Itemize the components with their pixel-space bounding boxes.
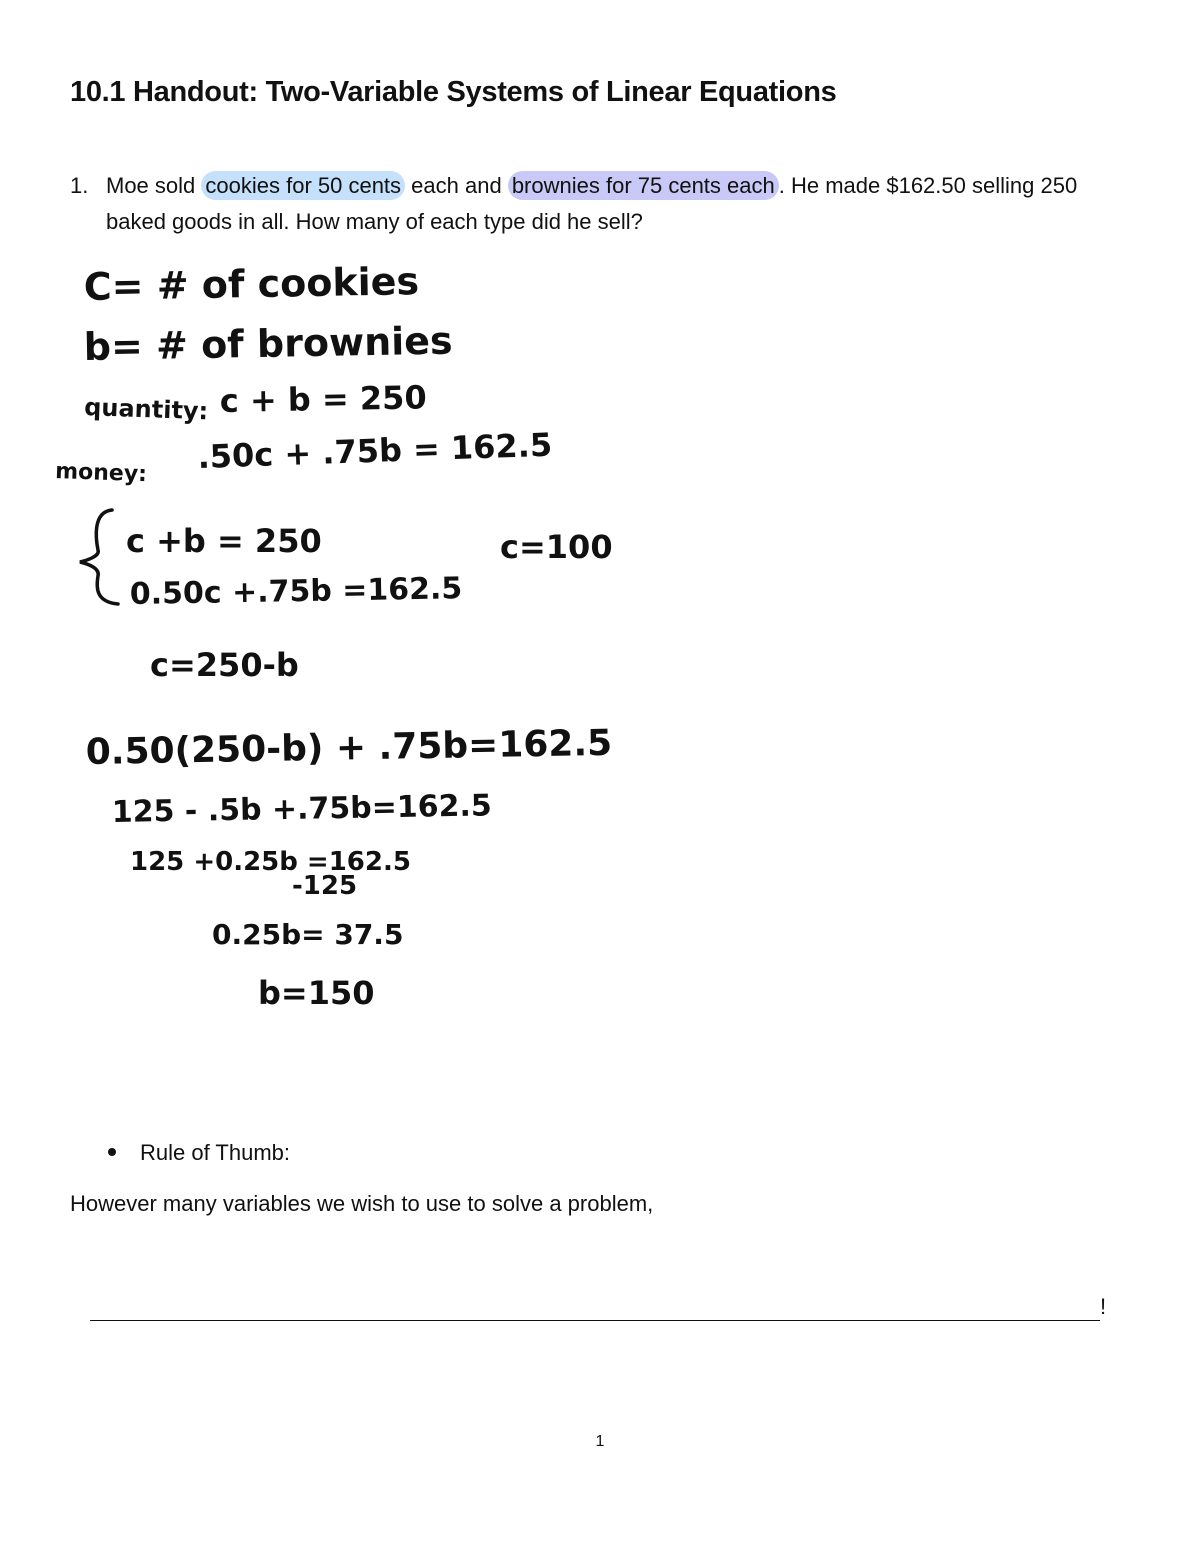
hw-system-equation-2: 0.50c +.75b =162.5 (129, 571, 463, 612)
hw-system-equation-1: c +b = 250 (126, 522, 322, 560)
hw-quantity-label: quantity: (83, 393, 209, 426)
hw-system-brace (80, 510, 118, 604)
rule-bullet-label: Rule of Thumb: (140, 1140, 291, 1165)
hw-step-3-subtract: -125 (292, 871, 358, 901)
page-number: 1 (595, 1433, 605, 1450)
problem-number: 1. (70, 173, 89, 198)
hw-step-3: 125 +0.25b =162.5 (130, 847, 411, 877)
page-title: 10.1 Handout: Two-Variable Systems of Linear Equations (70, 76, 837, 108)
hw-substitution: c=250-b (150, 646, 299, 684)
hw-c-answer: c=100 (500, 528, 613, 566)
hw-variable-cookies: C= # of cookies (83, 259, 420, 309)
hw-money-label: money: (54, 459, 148, 488)
answer-blank-line (90, 1320, 1100, 1321)
highlight-cookies: cookies for 50 cents (201, 171, 405, 200)
rule-statement: However many variables we wish to use to solve a problem, (70, 1191, 654, 1216)
hw-variable-brownies: b= # of brownies (83, 318, 453, 369)
answer-blank-end: ! (1100, 1294, 1107, 1319)
problem-text-start: Moe sold (106, 173, 202, 198)
hw-b-answer: b=150 (258, 974, 375, 1012)
rule-bullet (108, 1140, 290, 1166)
highlight-brownies: brownies for 75 cents each (508, 171, 779, 200)
problem-text-end: . He made $162.50 selling 250 baked goods in all. How many of each type did he sell? (106, 173, 1078, 234)
hw-money-equation: .50c + .75b = 162.5 (196, 425, 553, 476)
hw-step-4: 0.25b= 37.5 (212, 918, 404, 951)
bullet-dot-icon (108, 1148, 116, 1156)
hw-step-2: 125 - .5b +.75b=162.5 (111, 788, 493, 830)
problem-text-mid: each and (405, 173, 508, 198)
hw-step-1: 0.50(250-b) + .75b=162.5 (85, 722, 613, 773)
hw-quantity-equation: c + b = 250 (219, 378, 427, 420)
